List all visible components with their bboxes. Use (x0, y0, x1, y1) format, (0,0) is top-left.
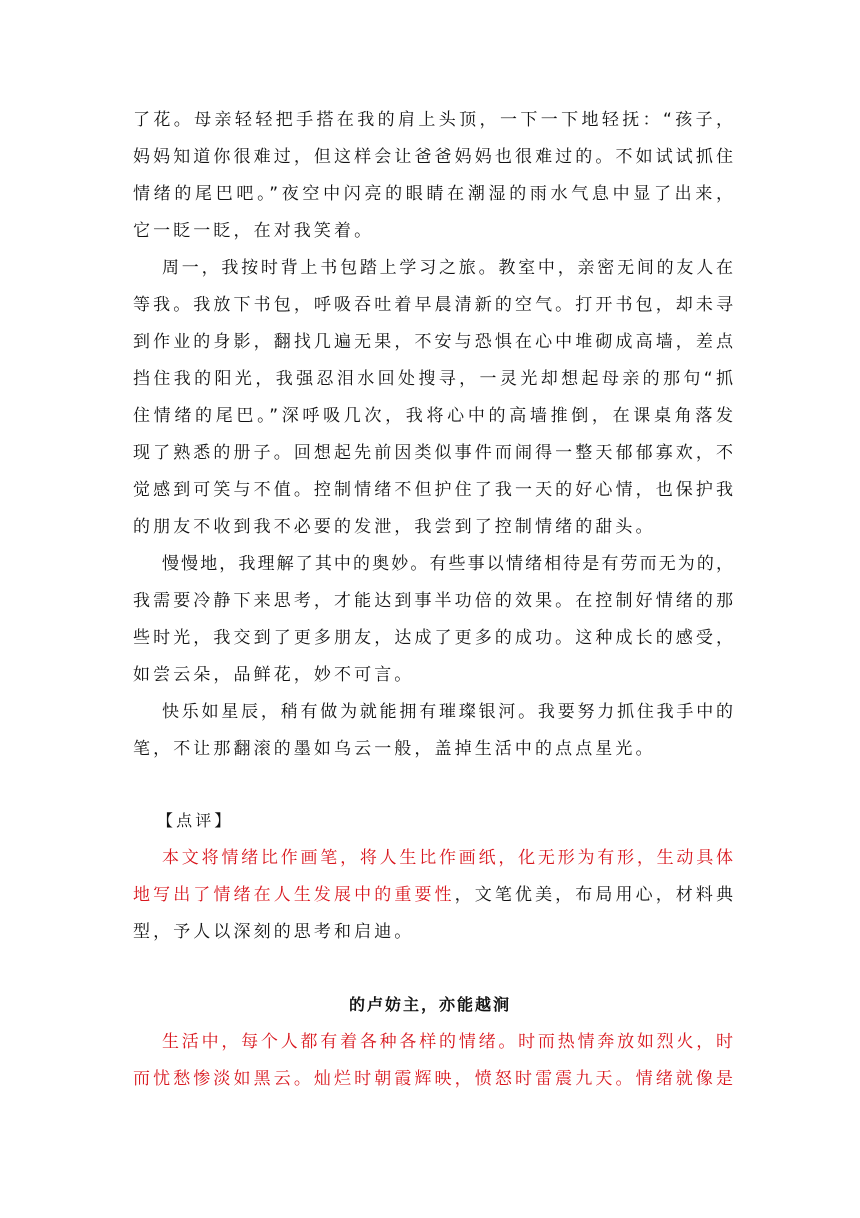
text-line: 等我。我放下书包，呼吸吞吐着早晨清新的空气。打开书包，却未寻 (133, 295, 733, 315)
essay-title: 的卢妨主，亦能越涧 (348, 995, 511, 1014)
comment-line (133, 883, 733, 907)
text-line: 到作业的身影，翻找几遍无果，不安与恐惧在心中堆砌成高墙，差点 (133, 332, 733, 352)
comment-highlight: 地写出了情绪在人生发展中的重要性 (133, 885, 455, 905)
text-line: 笔，不让那翻滚的墨如乌云一般，盖掉生活中的点点星光。 (133, 739, 656, 759)
text-line: 现了熟悉的册子。回想起先前因类似事件而闹得一整天郁郁寡欢，不 (133, 443, 733, 463)
text-line: 些时光，我交到了更多朋友，达成了更多的成功。这种成长的感受， (133, 628, 733, 648)
text-line: 的朋友不收到我不必要的发泄，我尝到了控制情绪的甜头。 (133, 517, 656, 537)
text-line: 妈妈知道你很难过，但这样会让爸爸妈妈也很难过的。不如试试抓住 (133, 147, 733, 167)
comment-text: ，文笔优美，布局用心，材料典 (454, 885, 734, 905)
text-line: 它一眨一眨，在对我笑着。 (133, 221, 375, 241)
text-line: 周一，我按时背上书包踏上学习之旅。教室中，亲密无间的友人在 (162, 258, 733, 278)
text-line: 情绪的尾巴吧。”夜空中闪亮的眼睛在潮湿的雨水气息中显了出来， (133, 184, 733, 204)
text-line: 快乐如星辰，稍有做为就能拥有璀璨银河。我要努力抓住我手中的 (162, 702, 733, 722)
text-line: 住情绪的尾巴。”深呼吸几次，我将心中的高墙推倒，在课桌角落发 (133, 406, 733, 426)
text-line: 觉感到可笑与不值。控制情绪不但护住了我一天的好心情，也保护我 (133, 480, 733, 500)
comment-line: 本文将情绪比作画笔，将人生比作画纸，化无形为有形，生动具体 (162, 848, 733, 868)
text-line: 如尝云朵，品鲜花，妙不可言。 (133, 665, 415, 685)
text-line: 我需要冷静下来思考，才能达到事半功倍的效果。在控制好情绪的那 (133, 591, 733, 611)
text-line: 而忧愁惨淡如黑云。灿烂时朝霞辉映，愤怒时雷震九天。情绪就像是 (133, 1069, 733, 1089)
text-line: 挡住我的阳光，我强忍泪水回处搜寻，一灵光却想起母亲的那句“抓 (133, 369, 733, 389)
text-line: 了花。母亲轻轻把手搭在我的肩上头顶，一下一下地轻抚：“孩子， (133, 110, 733, 130)
comment-line: 型，予人以深刻的思考和启迪。 (133, 922, 415, 942)
text-line: 慢慢地，我理解了其中的奥妙。有些事以情绪相待是有劳而无为的， (162, 554, 733, 574)
text-line: 生活中，每个人都有着各种各样的情绪。时而热情奔放如烈火，时 (162, 1032, 733, 1052)
comment-label: 【点评】 (157, 811, 234, 830)
